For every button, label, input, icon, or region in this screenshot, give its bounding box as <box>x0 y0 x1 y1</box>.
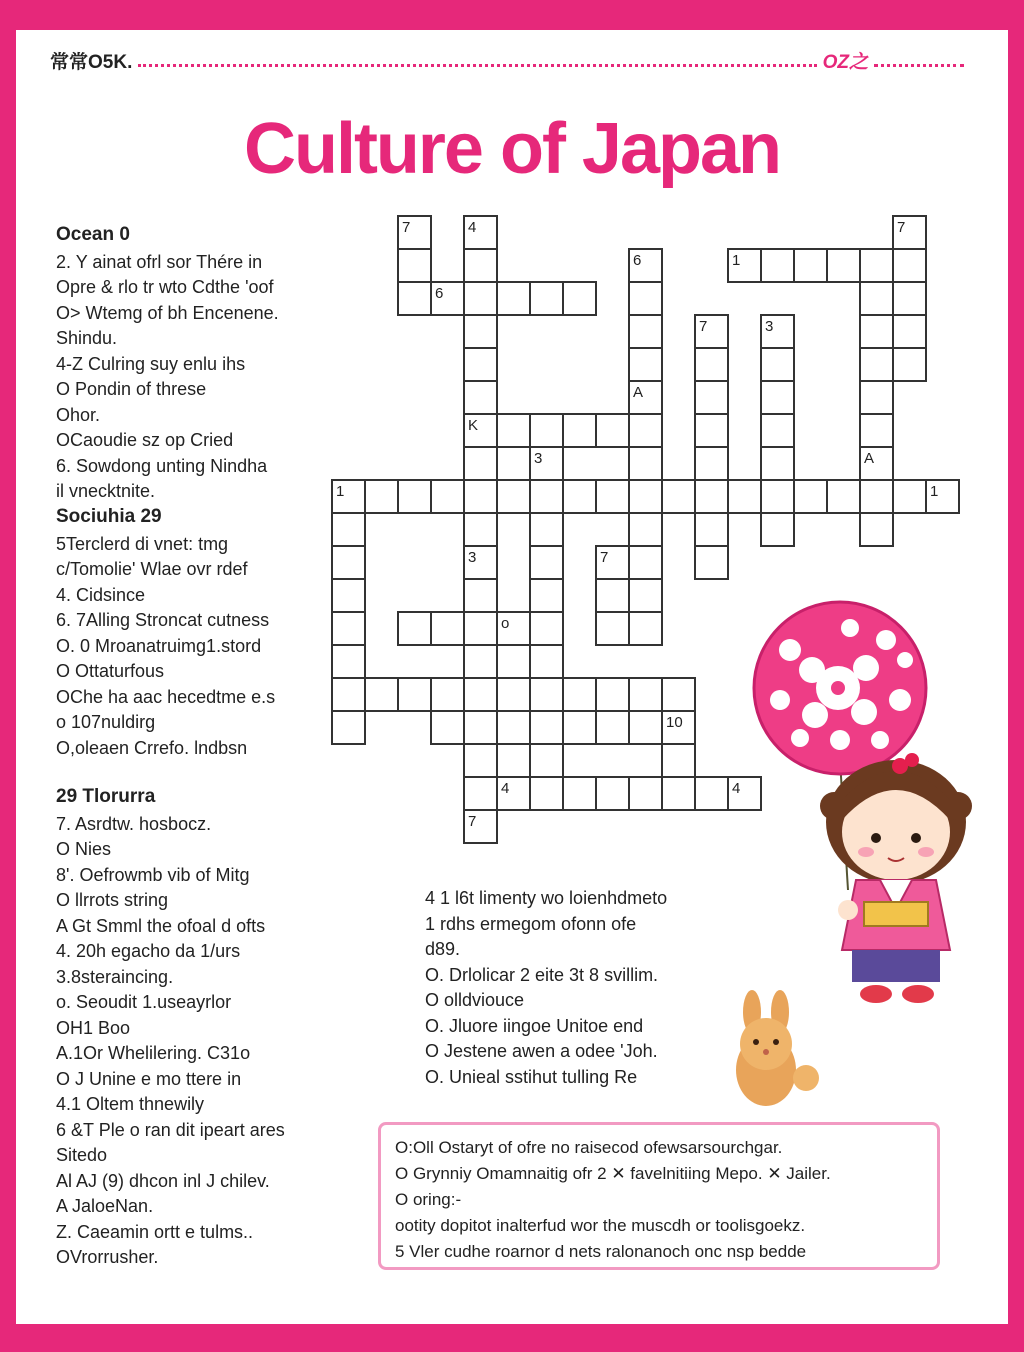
note-line: 5 Vler cudhe roarnor d nets ralonanoch onc nsp bedde <box>395 1242 807 1261</box>
clue-line: OVrorrusher. <box>56 1247 159 1267</box>
clue-line: 7. Asrdtw. hosbocz. <box>56 813 212 834</box>
clue-number: 10 <box>666 714 683 731</box>
clue-line: il vnecktnite. <box>56 481 156 501</box>
clue-number: 4 <box>501 780 510 797</box>
clue-line: O Jestene awen a odee 'Joh. <box>425 1041 658 1061</box>
clue-number: 1 <box>732 252 741 269</box>
clue-line: Z. Caeamin ortt e tulms.. <box>56 1221 254 1242</box>
note-line: ootity dopitot inalterfud wor the muscdh or toolisgoekz. <box>395 1216 806 1235</box>
page-title: Culture of Japan <box>243 109 781 189</box>
clue-number: 1 <box>930 483 939 500</box>
clue-number: 3 <box>765 318 774 335</box>
clue-line: O olldviouce <box>425 990 525 1010</box>
clue-line: 4. 20h egacho da 1/urs <box>56 941 241 961</box>
clue-line: c/Tomolie' Wlae ovr rdef <box>56 559 248 579</box>
clue-line: Ohor. <box>56 404 101 425</box>
clue-line: o 107nuldirg <box>56 712 156 732</box>
clue-number: 7 <box>468 813 477 830</box>
clue-line: 6. 7Alling Stroncat cutness <box>56 610 270 630</box>
clue-number: 6 <box>633 252 642 269</box>
clue-line: 6. Sowdong unting Nindha <box>56 455 268 476</box>
clue-line: O Pondin of threse <box>56 379 207 399</box>
clue-number: 4 <box>468 219 477 236</box>
clue-number: A <box>633 384 644 401</box>
clue-line: OChe ha aac hecedtme e.s <box>56 686 276 707</box>
clue-line: A Gt Smml the ofoal d ofts <box>56 915 266 936</box>
clue-number: 4 <box>732 780 741 797</box>
clue-number: 3 <box>468 549 477 566</box>
clue-line: O. 0 Mroanatruimg1.stord <box>56 635 262 656</box>
clue-number: 6 <box>435 285 444 302</box>
clue-line: O. Jluore iingoe Unitoe end <box>425 1015 644 1036</box>
clue-number: o <box>501 615 510 632</box>
clue-line: Opre & rlo tr wto Cdthe 'oof <box>56 277 274 297</box>
clue-line: 1 rdhs ermegom ofonn ofe <box>425 913 637 934</box>
clue-line: O J Unine e mo ttere in <box>56 1068 242 1089</box>
clue-line: 4. Cidsince <box>56 584 146 605</box>
note-line: O oring:- <box>395 1190 462 1209</box>
clue-line: 2. Y ainat ofrl sor Thére in <box>56 251 263 272</box>
clue-number: 7 <box>897 219 906 236</box>
clue-line: A.1Or Whelilering. C31o <box>56 1043 251 1063</box>
header-right-label: OZ之 <box>822 51 868 73</box>
clue-line: 6 &T Ple o ran dit ipeart ares <box>56 1119 285 1140</box>
clue-line: OCaoudie sz op Cried <box>56 430 234 450</box>
clue-line: 4-Z Culring suy enlu ihs <box>56 353 246 374</box>
clue-line: d89. <box>425 939 461 959</box>
clue-line: O. Unieal sstihut tulling Re <box>425 1066 638 1087</box>
clue-line: O Ottaturfous <box>56 661 165 681</box>
clue-line: Al AJ (9) dhcon inl J chilev. <box>56 1170 270 1191</box>
clue-line: Sitedo <box>56 1145 108 1165</box>
clue-line: 4 1 l6t limenty wo loienhdmeto <box>425 888 668 908</box>
rabbit-icon <box>736 990 819 1106</box>
clue-number: 3 <box>534 450 543 467</box>
clue-line: A JaloeNan. <box>56 1196 154 1216</box>
clue-line: 3.8steraincing. <box>56 966 174 987</box>
clue-line: Shindu. <box>56 328 118 348</box>
clue-number: 7 <box>402 219 411 236</box>
clue-number: K <box>468 417 479 434</box>
header-left-label: 常常O5K. <box>50 51 133 73</box>
girl-in-kimono-icon <box>820 753 972 1003</box>
clue-number: 7 <box>600 549 609 566</box>
clue-line: 5Terclerd di vnet: tmg <box>56 533 229 554</box>
clue-number: A <box>864 450 875 467</box>
note-line: O Grynniy Omamnaitig ofr 2 ✕ favelnitiing Mepo. ✕ Jailer. <box>395 1164 831 1183</box>
clue-number: 7 <box>699 318 708 335</box>
clue-line: O llrrots string <box>56 890 169 910</box>
clue-line: O. Drlolicar 2 eite 3t 8 svillim. <box>425 964 659 985</box>
note-line: O:Oll Ostaryt of ofre no raisecod ofewsarsourchgar. <box>395 1138 783 1157</box>
across-heading: Ocean 0 <box>56 224 130 245</box>
clue-line: o. Seoudit 1.useayrlor <box>56 992 232 1012</box>
clue-line: 8'. Oefrowmb vib of Mitg <box>56 864 250 885</box>
clue-line: O Nies <box>56 839 112 859</box>
clue-number: 1 <box>336 483 345 500</box>
down-heading: Sociuhia 29 <box>56 506 162 527</box>
clue-line: 4.1 Oltem thnewily <box>56 1094 205 1114</box>
clue-line: O> Wtemg of bh Encenene. <box>56 302 279 323</box>
clue-line: O,oleaen Crrefo. lndbsn <box>56 737 248 758</box>
third-heading: 29 Tlorurra <box>56 786 156 807</box>
clue-line: OH1 Boo <box>56 1017 131 1038</box>
